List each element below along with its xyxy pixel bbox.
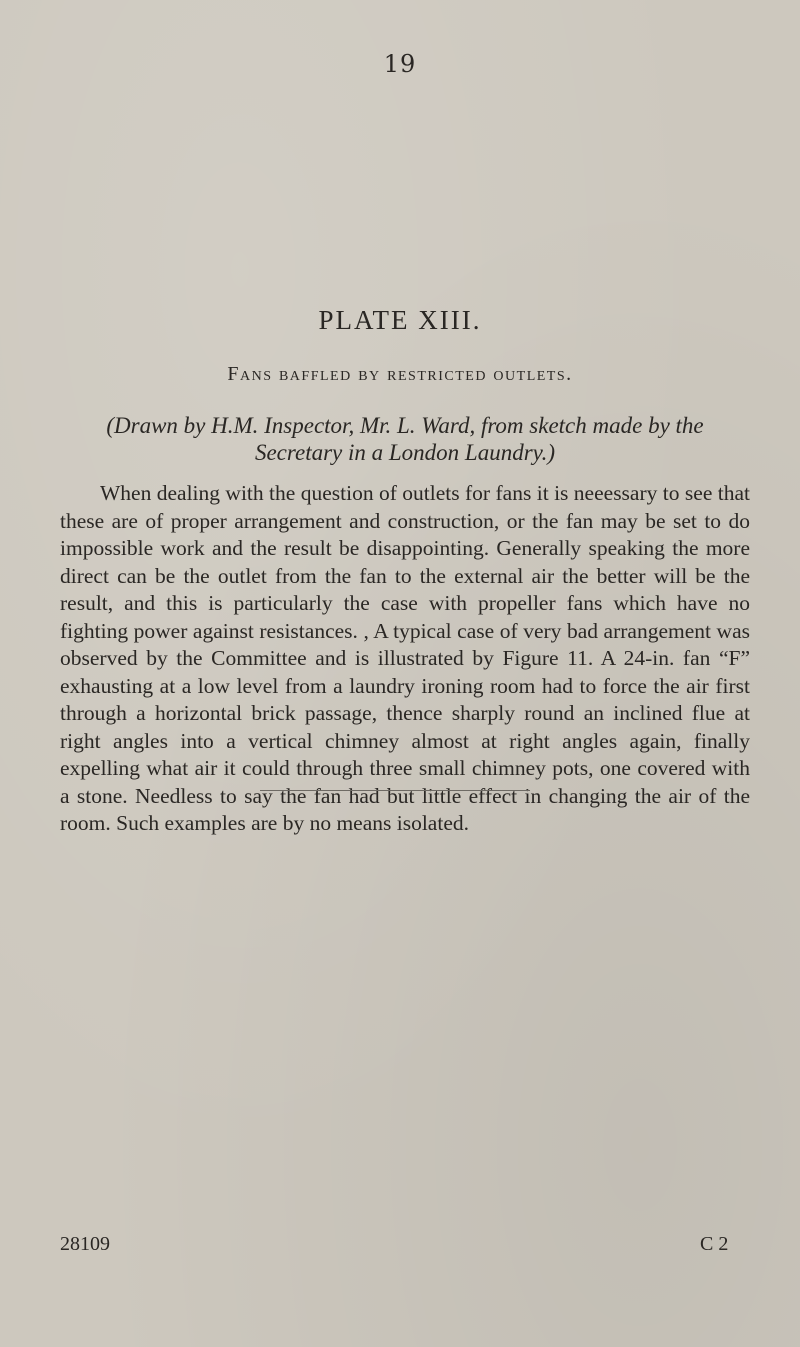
plate-title: PLATE XIII. xyxy=(318,305,482,335)
divider-rule xyxy=(260,790,530,791)
signature-mark: 28109 xyxy=(60,1233,110,1255)
page-number: 19 xyxy=(383,50,417,78)
gathering-mark: C 2 xyxy=(700,1233,729,1255)
drawing-credit: (Drawn by H.M. Inspector, Mr. L. Ward, from sketch made by the Secretary in a London Laundry.) xyxy=(106,413,704,465)
body-paragraph: When dealing with the question of outlets for fans it is neeessary to see that these are of proper arrangement and construction, or the fan may be set to do impossible work and the result be disappointing. Generally speaking the more direct can be the outlet from the fan to the external air the better will be the result, and this is particularly the case with propeller fans which have no fighting power against resistances. , A typical case of very bad arrangement was observed by the Committee and is illustrated by Figure 11. A 24-in. fan “F” exhausting at a low level from a laundry ironing room had to force the air first through a horizontal brick passage, thence sharply round an inclined flue at right angles into a vertical chimney almost at right angles again, finally expelling what air it could through three small chimney pots, one covered with a stone. Needless to say the fan had but little effect in changing the air of the room. Such examples are by no means isolated. xyxy=(60,481,750,835)
plate-subtitle: Fans baffled by restricted outlets. xyxy=(227,363,573,385)
